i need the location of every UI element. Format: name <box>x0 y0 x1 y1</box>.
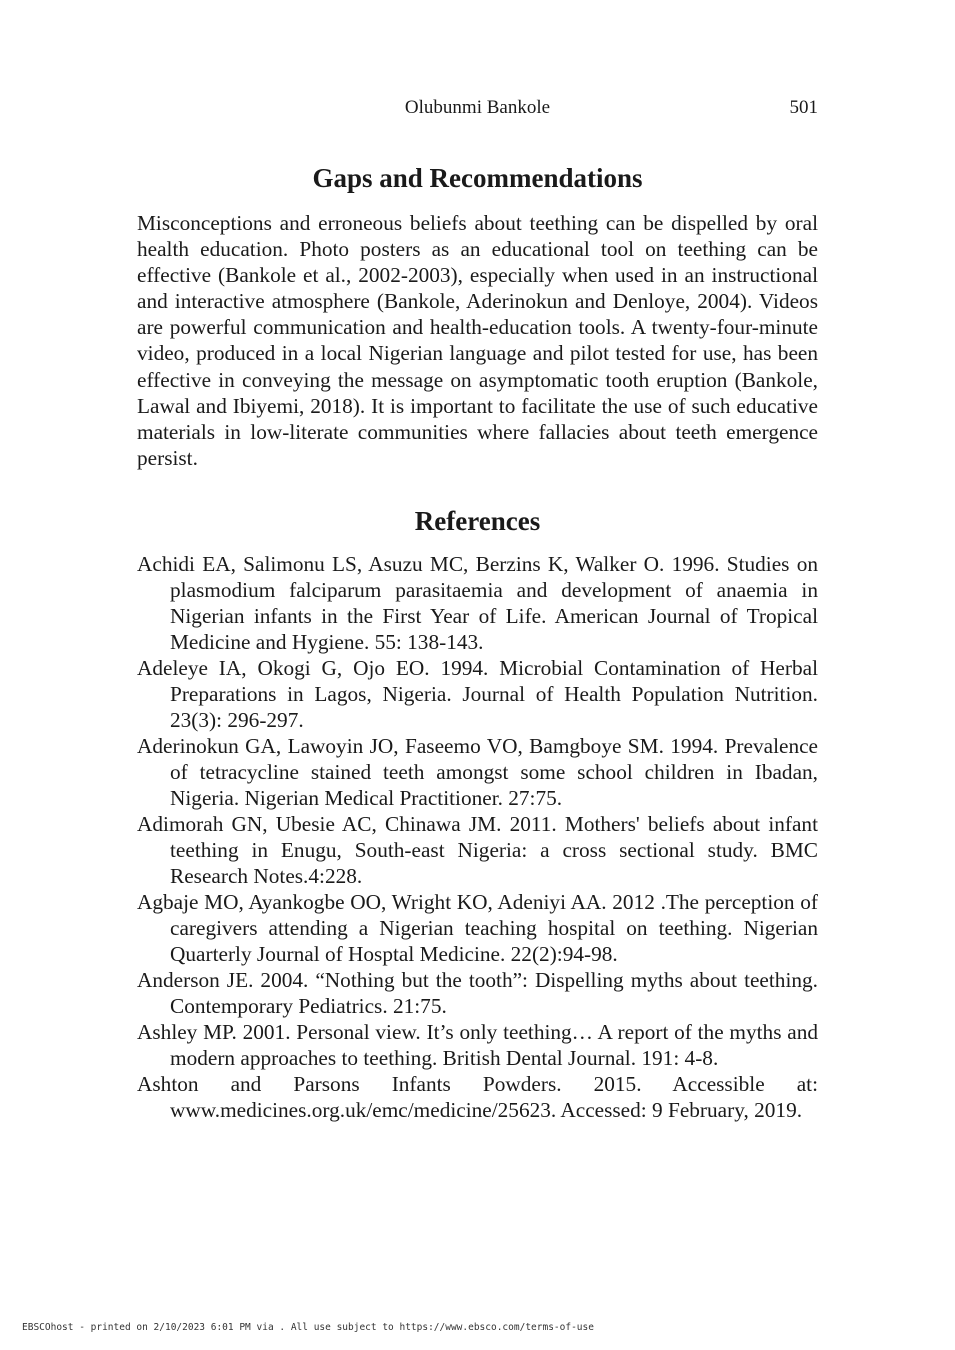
reference-item: Aderinokun GA, Lawoyin JO, Faseemo VO, Bamgboye SM. 1994. Prevalence of tetracycline stained teeth amongst some school children in Ibadan, Nigeria. Nigerian Medical Practitioner. 27:75. <box>137 733 818 810</box>
gaps-section <box>137 158 818 471</box>
gaps-paragraph: Misconceptions and erroneous beliefs about teething can be dispelled by oral health education. Photo posters as an educational tool on teething can be effective (Bankole et al., 2002-2003), especially when used in an instructional and interactive atmosphere (Bankole, Aderinokun and Denloye, 2004). Videos are powerful communication and health-education tools. A twenty-four-minute video, produced in a local Nigerian language and pilot tested for use, has been effective in conveying the message on asymptomatic tooth eruption (Bankole, Lawal and Ibiyemi, 2018). It is important to facilitate the use of such educative materials in low-literate communities where fallacies about teeth emergence persist. <box>137 211 818 470</box>
page-content <box>137 158 818 1123</box>
reference-item: Anderson JE. 2004. “Nothing but the tooth”: Dispelling myths about teething. Contemporary Pediatrics. 21:75. <box>137 967 818 1018</box>
reference-item: Achidi EA, Salimonu LS, Asuzu MC, Berzins K, Walker O. 1996. Studies on plasmodium falciparum parasitaemia and development of anaemia in Nigerian infants in the First Year of Life. American Journal of Tropical Medicine and Hygiene. 55: 138-143. <box>137 551 818 654</box>
reference-item: Ashton and Parsons Infants Powders. 2015. Accessible at: www.medicines.org.uk/emc/medicine/25623. Accessed: 9 February, 2019. <box>137 1071 818 1122</box>
references-heading: References <box>414 505 541 536</box>
reference-item: Adimorah GN, Ubesie AC, Chinawa JM. 2011. Mothers' beliefs about infant teething in Enugu, South-east Nigeria: a cross sectional study. BMC Research Notes.4:228. <box>137 811 818 888</box>
running-header <box>137 97 818 121</box>
page-number: 501 <box>789 97 818 118</box>
reference-list <box>137 551 818 1123</box>
running-header-author: Olubunmi Bankole <box>404 97 551 118</box>
reference-item: Agbaje MO, Ayankogbe OO, Wright KO, Adeniyi AA. 2012 .The perception of caregivers attending a Nigerian teaching hospital on teething. Nigerian Quarterly Journal of Hosptal Medicine. 22(2):94-98. <box>137 889 818 966</box>
gaps-section-heading: Gaps and Recommendations <box>312 163 643 193</box>
ebsco-footer: EBSCOhost - printed on 2/10/2023 6:01 PM via . All use subject to https://www.ebsco.com/terms-of-use <box>22 1322 594 1333</box>
reference-item: Ashley MP. 2001. Personal view. It’s only teething… A report of the myths and modern approaches to teething. British Dental Journal. 191: 4-8. <box>137 1019 818 1070</box>
references-section <box>137 501 818 1123</box>
reference-item: Adeleye IA, Okogi G, Ojo EO. 1994. Microbial Contamination of Herbal Preparations in Lagos, Nigeria. Journal of Health Population Nutrition. 23(3): 296-297. <box>137 655 818 732</box>
